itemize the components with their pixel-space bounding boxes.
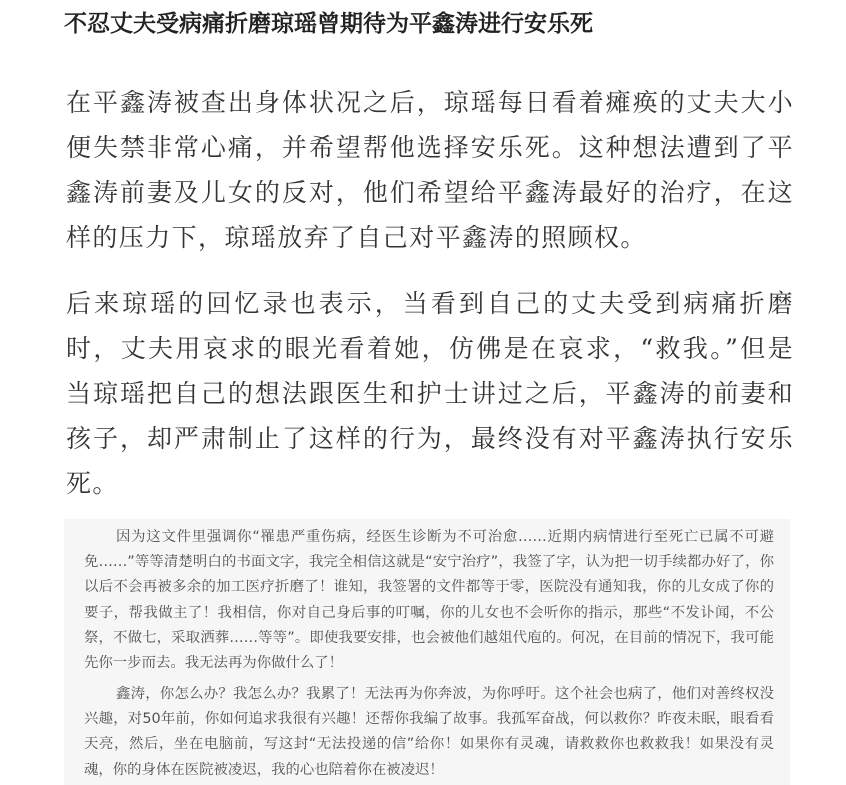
article-paragraph-1: 在平鑫涛被查出身体状况之后，琼瑶每日看着瘫痪的丈夫大小便失禁非常心痛，并希望帮他选择安乐死。这种想法遭到了平鑫涛前妻及儿女的反对，他们希望给平鑫涛最好的治疗，在这样的压力下，琼瑶放弃了自己对平鑫涛的照顾权。 [66, 88, 794, 252]
scanned-letter-paragraph-2: 鑫涛，你怎么办？我怎么办？我累了！无法再为你奔波，为你呼吁。这个社会也病了，他们对善终权没兴趣，对50年前，你如何追求我很有兴趣！还帮你我编了故事。我孤军奋战，何以救你？昨夜未眠，眼看看天亮，然后，坐在电脑前，写这封“无法投递的信”给你！如果你有灵魂，请救救你也救救我！如果没有灵魂，你的身体在医院被凌迟，我的心也陪着你在被凌迟！ [84, 686, 774, 778]
scanned-letter-image [64, 519, 790, 785]
article-headline: 不忍丈夫受病痛折磨琼瑶曾期待为平鑫涛进行安乐死 [64, 11, 593, 37]
article-paragraph-2: 后来琼瑶的回忆录也表示，当看到自己的丈夫受到病痛折磨时，丈夫用哀求的眼光看着她，仿佛是在哀求，“救我。”但是当琼瑶把自己的想法跟医生和护士讲过之后，平鑫涛的前妻和孩子，却严肃制止了这样的行为，最终没有对平鑫涛执行安乐死。 [66, 289, 794, 498]
scanned-letter-paragraph-1: 因为这文件里强调你“罹患严重伤病，经医生诊断为不可治愈……近期内病情进行至死亡已属不可避免……”等等清楚明白的书面文字，我完全相信这就是“安宁治疗”，我签了字，认为把一切手续都办好了，你以后不会再被多余的加工医疗折磨了！谁知，我签署的文件都等于零，医院没有通知我，你的儿女成了你的要子，帮我做主了！我相信，你对自己身后事的叮嘱，你的儿女也不会听你的指示，那些“不发讣闻，不公祭，不做七，采取洒葬……等等”。即使我要安排，也会被他们越俎代庖的。何况，在目前的情况下，我可能先你一步而去。我无法再为你做什么了！ [84, 529, 774, 672]
